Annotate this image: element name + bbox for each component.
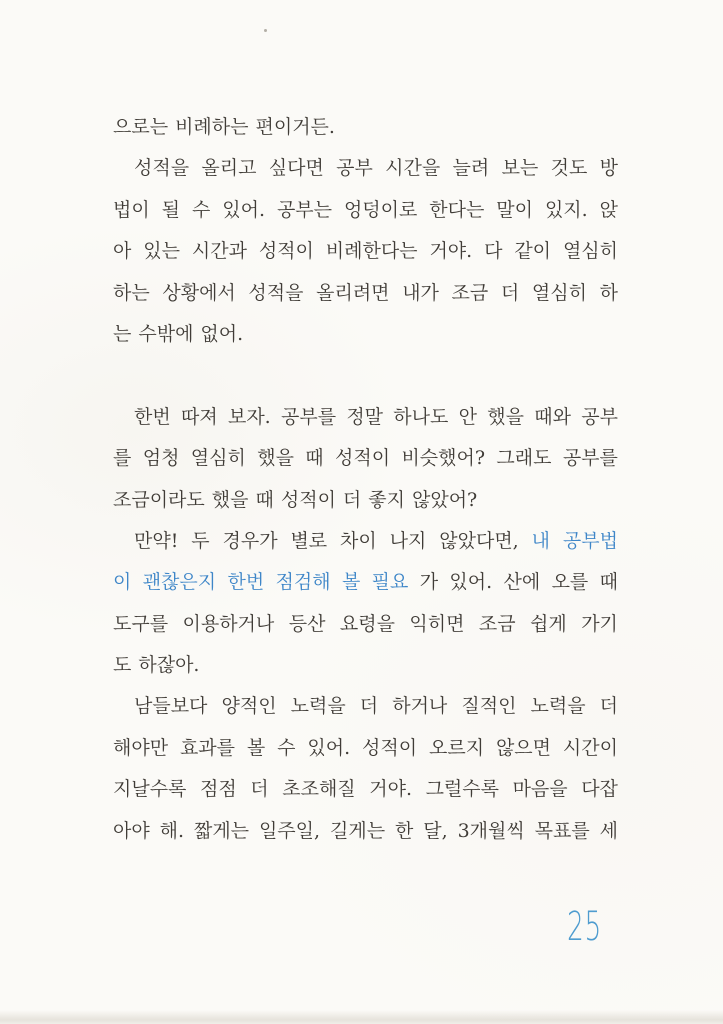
highlighted-word: 괜찮은지 xyxy=(142,571,217,594)
word: 길게는 xyxy=(329,819,386,842)
word: 상황에서 xyxy=(162,281,236,304)
highlighted-word: 이 xyxy=(113,571,132,594)
text-line xyxy=(113,769,618,810)
word: 나지 xyxy=(389,529,427,552)
highlighted-word: 볼 xyxy=(341,571,361,594)
word: 시간이 xyxy=(562,736,618,759)
word: 내가 xyxy=(402,281,439,304)
text-line xyxy=(113,397,618,438)
word: 더 xyxy=(500,281,520,304)
word: 요령을 xyxy=(339,612,395,635)
word: 했을 xyxy=(211,488,249,511)
word: 시간과 xyxy=(191,240,247,263)
word: 질적인 xyxy=(461,695,517,718)
word: 하 xyxy=(599,281,618,304)
text-line xyxy=(113,107,618,148)
word: 쉽게 xyxy=(530,612,567,635)
word: 방 xyxy=(599,157,618,180)
word: 산에 xyxy=(503,571,541,594)
word: 수 xyxy=(191,198,211,221)
word: 있어. xyxy=(307,736,351,759)
word: 좋지 xyxy=(368,488,405,511)
word: 더 xyxy=(250,778,269,801)
text-line xyxy=(113,314,618,355)
word: 그래도 xyxy=(496,447,552,470)
word: 성적이 xyxy=(335,447,391,470)
word: 점점 xyxy=(200,778,237,801)
word: 성적이 xyxy=(258,240,314,263)
highlighted-word: 내 xyxy=(531,529,550,552)
word: 앉 xyxy=(599,198,618,221)
word: 안 xyxy=(458,405,477,428)
text-line xyxy=(113,231,618,272)
text-line xyxy=(113,438,618,479)
word: 있는 xyxy=(143,240,180,263)
word: 효과를 xyxy=(179,736,236,759)
scan-speck xyxy=(264,29,267,32)
word: 엉덩이로 xyxy=(343,198,418,221)
page-number: 25 xyxy=(567,904,602,950)
word: 가 xyxy=(419,571,439,594)
word: 더 xyxy=(599,695,618,718)
word: 거야. xyxy=(369,778,412,801)
word: 으로는 xyxy=(113,116,169,138)
word: 따져 xyxy=(180,405,218,428)
word: 목표를 xyxy=(534,819,590,842)
word: 거야. xyxy=(429,240,473,263)
word: 될 xyxy=(161,198,181,221)
word: 했을 xyxy=(487,405,524,428)
word: 를 xyxy=(113,447,132,470)
word: 성적이 xyxy=(362,736,418,759)
word: 공부 xyxy=(581,405,618,428)
word: 공부를 xyxy=(280,405,337,428)
word: 않았다면, xyxy=(439,529,519,552)
word: 공부는 xyxy=(276,198,332,221)
word: 가기 xyxy=(581,612,618,635)
text-line xyxy=(113,686,618,727)
word: 하나도 xyxy=(393,405,449,428)
word: 다잡 xyxy=(581,778,618,801)
word: 다 xyxy=(484,240,503,263)
page-bottom-edge xyxy=(0,1010,723,1024)
word: 때 xyxy=(305,447,324,470)
word: 일주일, xyxy=(258,819,321,842)
word: 공부 xyxy=(336,157,373,180)
word: 익히면 xyxy=(409,612,465,635)
word: 않았어? xyxy=(412,488,478,511)
text-line xyxy=(113,562,618,603)
word: 조금 xyxy=(478,612,516,635)
word: 도구를 xyxy=(113,612,169,635)
word: 열심히 xyxy=(190,447,246,470)
word: 이용하거나 xyxy=(182,612,275,635)
text-line xyxy=(113,273,618,314)
word: 더 xyxy=(342,488,362,511)
word: 올리려면 xyxy=(316,281,390,304)
word: 같이 xyxy=(514,240,552,263)
word: 달, xyxy=(423,819,448,842)
word: 비례한다는 xyxy=(325,240,418,263)
highlighted-word: 한번 xyxy=(227,571,265,594)
word: 보자. xyxy=(227,405,271,428)
word: 편이거든. xyxy=(255,116,335,138)
word: 없어. xyxy=(200,322,244,345)
word: 비례하는 xyxy=(175,116,249,138)
word: 등산 xyxy=(288,612,326,635)
word: 때 xyxy=(255,488,274,511)
word: 올리고 xyxy=(201,157,257,180)
word: 때 xyxy=(599,571,618,594)
word: 한 xyxy=(394,819,414,842)
word: 그럴수록 xyxy=(425,778,499,801)
word: 늘려 xyxy=(452,157,490,180)
word: 마음을 xyxy=(512,778,568,801)
word: 아야 xyxy=(113,819,150,842)
word: 오를 xyxy=(551,571,589,594)
word: 볼 xyxy=(246,736,266,759)
word: 성적이 xyxy=(280,488,336,511)
text-line xyxy=(113,604,618,645)
word: 더 xyxy=(359,695,379,718)
word: 세 xyxy=(599,819,618,842)
word: 만약! xyxy=(134,529,179,552)
word: 초조해질 xyxy=(282,778,356,801)
word: 있어. xyxy=(222,198,265,221)
word: 별로 xyxy=(290,529,328,552)
word: 열심히 xyxy=(531,281,587,304)
highlighted-word: 필요 xyxy=(371,571,409,594)
word: 해야만 xyxy=(113,736,169,759)
word: 수밖에 xyxy=(138,322,194,345)
word: 한번 xyxy=(134,405,171,428)
text-line xyxy=(113,480,618,521)
word: 아 xyxy=(113,240,132,263)
word: 오르지 xyxy=(429,736,485,759)
word: 있지. xyxy=(544,198,588,221)
word: 지날수록 xyxy=(113,778,187,801)
word: 노력을 xyxy=(530,695,586,718)
word: 정말 xyxy=(346,405,384,428)
word: 짧게는 xyxy=(193,819,250,842)
word: 하거나 xyxy=(392,695,448,718)
word: 양적인 xyxy=(221,695,277,718)
text-line xyxy=(113,190,618,231)
word: 경우가 xyxy=(222,529,278,552)
word: 싶다면 xyxy=(268,157,324,180)
word: 공부를 xyxy=(562,447,618,470)
text-line xyxy=(113,645,618,686)
word: 했을 xyxy=(257,447,294,470)
word: 남들보다 xyxy=(134,695,208,718)
word: 성적을 xyxy=(134,157,190,180)
highlighted-word: 공부법 xyxy=(562,529,618,552)
text-line xyxy=(113,811,618,852)
word: 두 xyxy=(191,529,210,552)
word: 것도 xyxy=(550,157,588,180)
word: 법이 xyxy=(113,198,150,221)
word: 조금 xyxy=(451,281,489,304)
blank-line xyxy=(113,355,618,396)
word: 도 xyxy=(113,654,132,677)
body-text xyxy=(113,107,618,852)
word: 않으면 xyxy=(495,736,552,759)
word: 는 xyxy=(113,322,132,345)
word: 엄청 xyxy=(142,447,180,470)
word: 차이 xyxy=(340,529,377,552)
text-line xyxy=(113,521,618,562)
word: 수 xyxy=(277,736,296,759)
word: 노력을 xyxy=(290,695,346,718)
word: 한다는 xyxy=(429,198,485,221)
word: 때와 xyxy=(534,405,571,428)
word: 시간을 xyxy=(385,157,441,180)
word: 조금이라도 xyxy=(113,488,205,511)
text-line xyxy=(113,728,618,769)
word: 말이 xyxy=(496,198,534,221)
word: 열심히 xyxy=(562,240,618,263)
word: 보는 xyxy=(501,157,539,180)
text-line xyxy=(113,148,618,189)
word: 하는 xyxy=(113,281,150,304)
word: 해. xyxy=(159,819,185,842)
word: 하잖아. xyxy=(138,654,200,677)
word: 성적을 xyxy=(248,281,304,304)
word: 있어. xyxy=(449,571,493,594)
word: 비슷했어? xyxy=(401,447,486,470)
highlighted-word: 점검해 xyxy=(275,571,331,594)
word: 3개월씩 xyxy=(457,819,525,842)
